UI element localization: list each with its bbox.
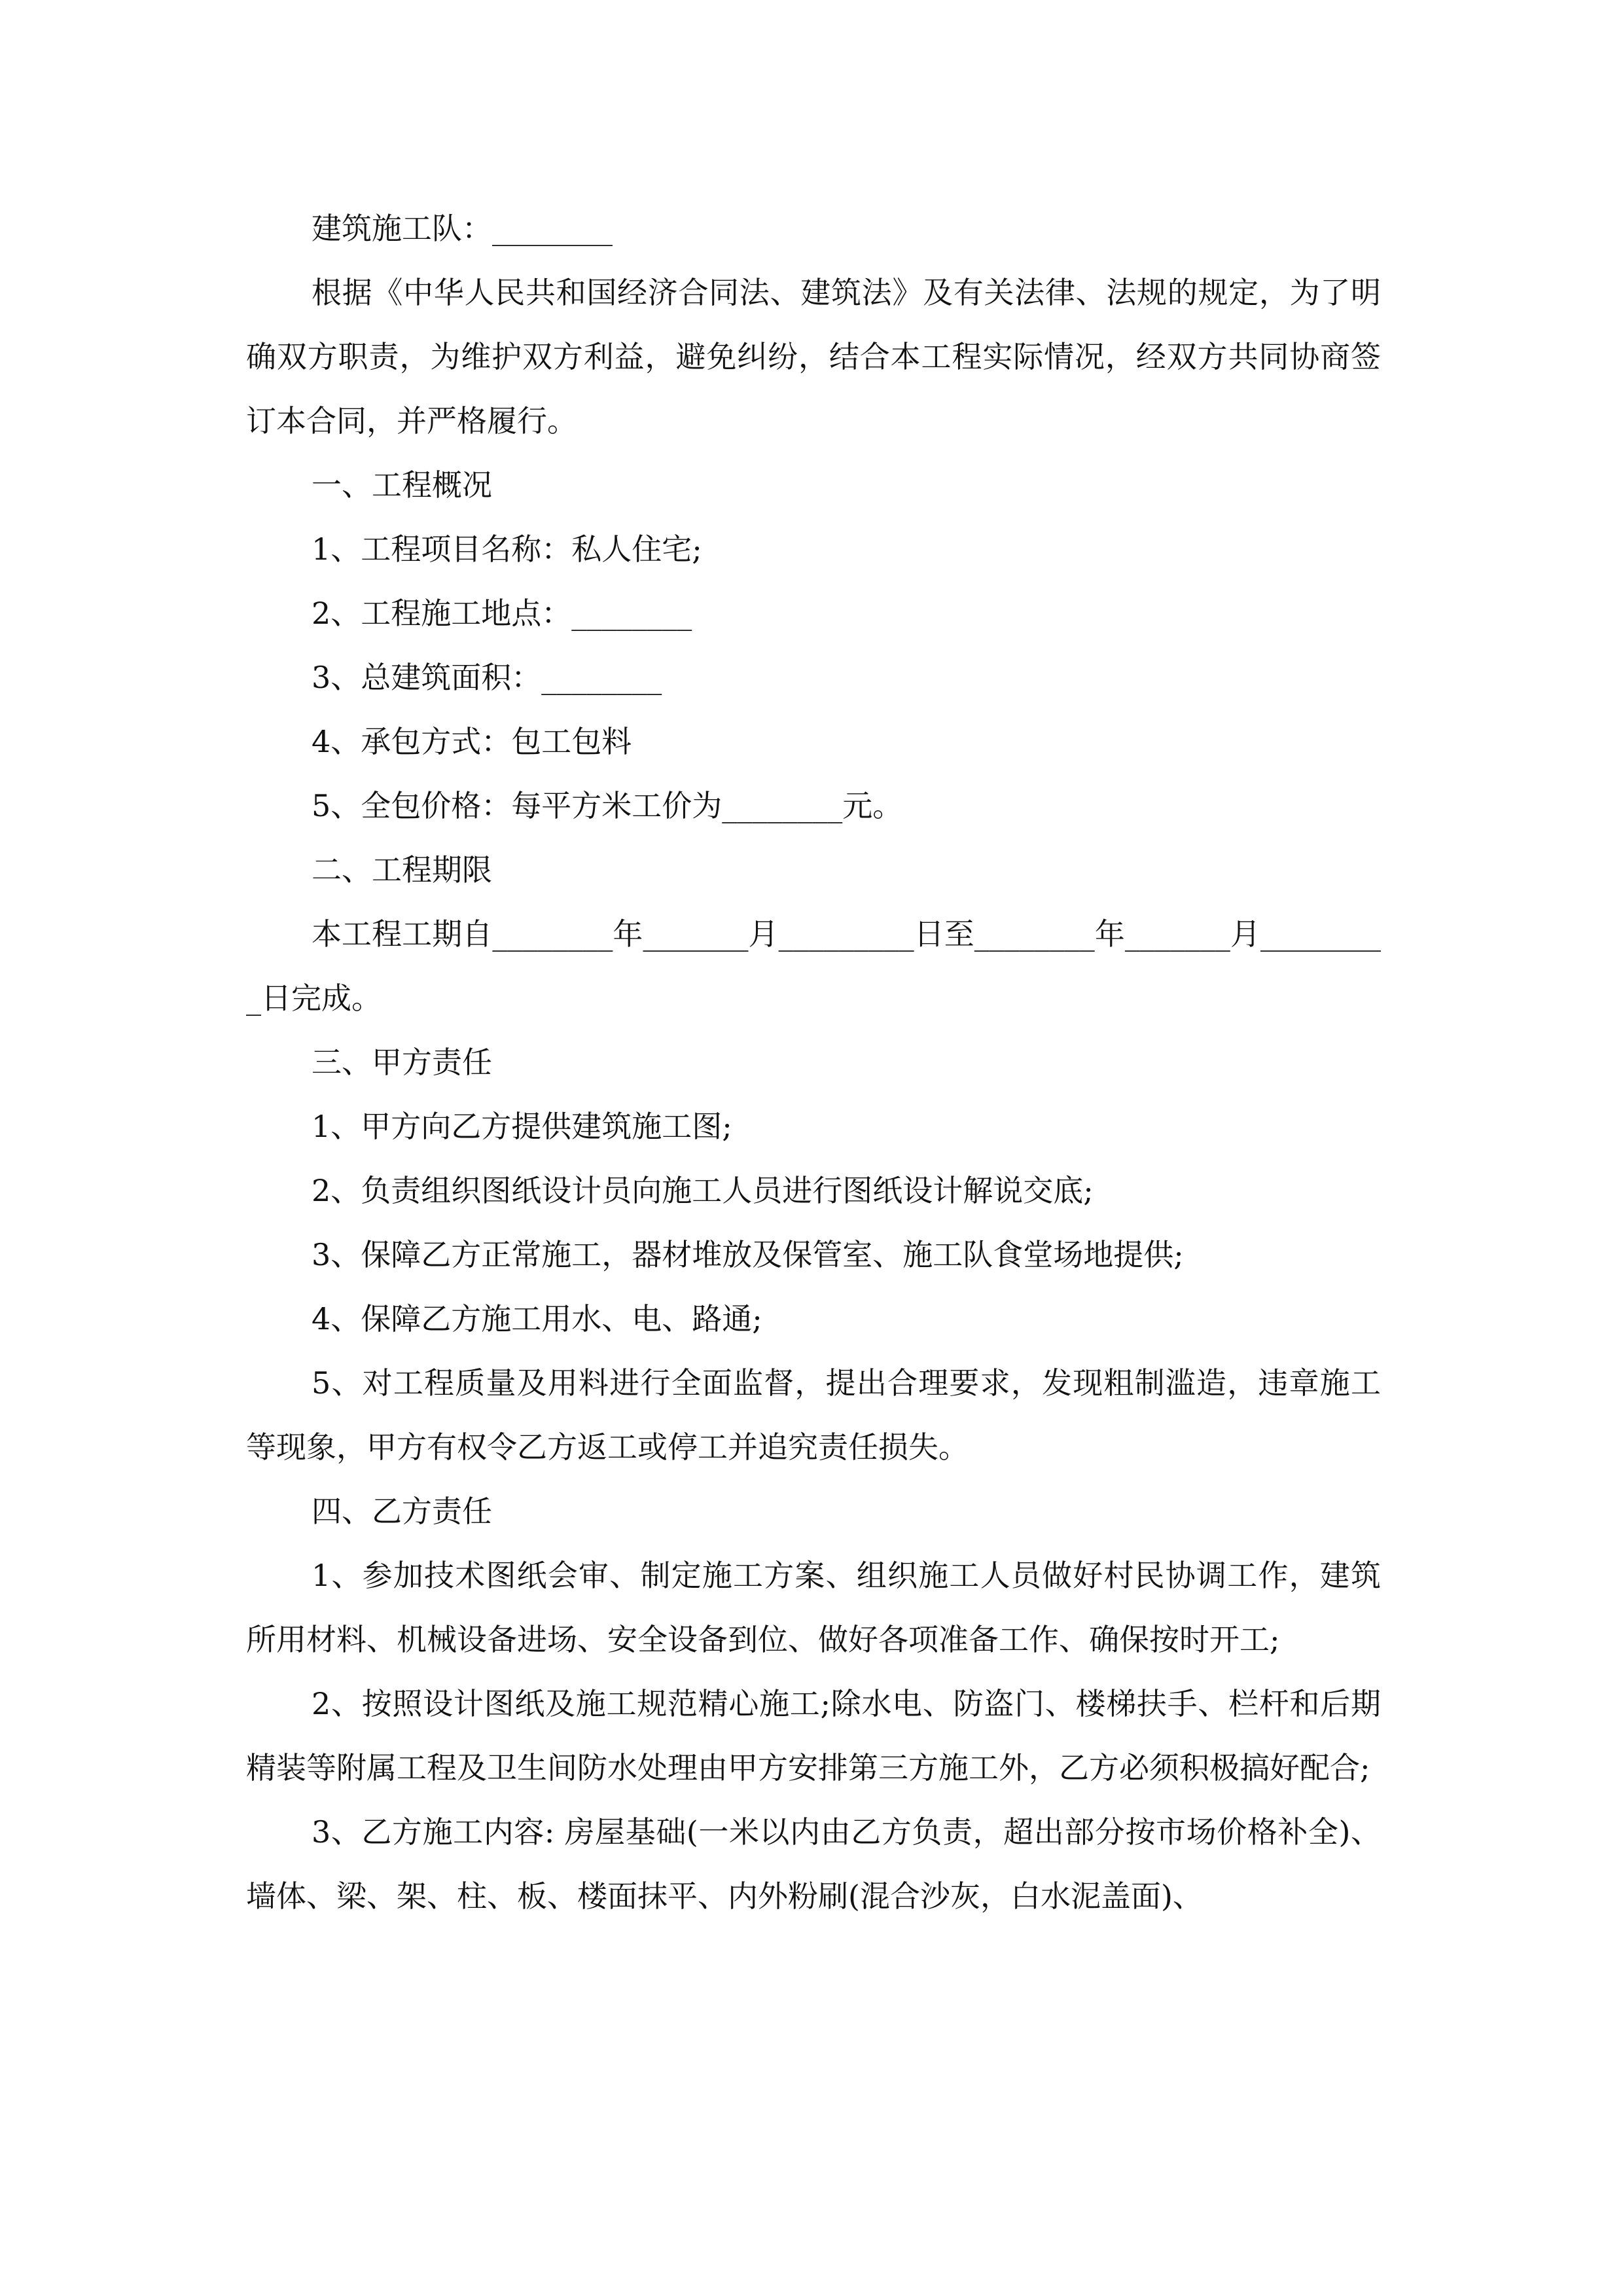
party-b-item-3: 3、乙方施工内容: 房屋基础(一米以内由乙方负责，超出部分按市场价格补全)、墙体、梁、架、柱、板、楼面抹平、内外粉刷(混合沙灰，白水泥盖面)、 — [246, 1814, 1381, 1914]
party-a-item-1: 1、甲方向乙方提供建筑施工图; — [312, 1109, 732, 1144]
overview-item-location: 2、工程施工地点：________ — [312, 596, 692, 631]
party-a-item-5: 5、对工程质量及用料进行全面监督，提出合理要求，发现粗制滥造，违章施工等现象，甲方有权令乙方返工或停工并追究责任损失。 — [246, 1365, 1381, 1465]
party-b-item-2: 2、按照设计图纸及施工规范精心施工;除水电、防盗门、楼梯扶手、栏杆和后期精装等附属工程及卫生间防水处理由甲方安排第三方施工外，乙方必须积极搞好配合; — [246, 1686, 1381, 1785]
section-heading-party-a: 三、甲方责任 — [312, 1045, 492, 1080]
overview-item-project-name: 1、工程项目名称：私人住宅; — [312, 531, 702, 567]
section-heading-party-b: 四、乙方责任 — [312, 1494, 492, 1529]
section-heading-duration: 二、工程期限 — [312, 852, 492, 888]
duration-paragraph: 本工程工期自________年_______月_________日至________年_______月_________日完成。 — [246, 916, 1381, 1016]
overview-item-area: 3、总建筑面积：________ — [312, 660, 662, 695]
party-a-item-4: 4、保障乙方施工用水、电、路通; — [312, 1301, 762, 1336]
section-heading-overview: 一、工程概况 — [312, 467, 492, 503]
party-a-item-3: 3、保障乙方正常施工，器材堆放及保管室、施工队食堂场地提供; — [312, 1237, 1184, 1272]
contract-body — [246, 196, 1381, 1928]
overview-item-contract-method: 4、承包方式：包工包料 — [312, 724, 632, 759]
contractor-line: 建筑施工队：________ — [312, 211, 613, 246]
overview-item-price: 5、全包价格：每平方米工价为________元。 — [312, 788, 903, 823]
party-a-item-2: 2、负责组织图纸设计员向施工人员进行图纸设计解说交底; — [312, 1173, 1094, 1208]
preamble-paragraph: 根据《中华人民共和国经济合同法、建筑法》及有关法律、法规的规定，为了明确双方职责，为维护双方利益，避免纠纷，结合本工程实际情况，经双方共同协商签订本合同，并严格履行。 — [246, 275, 1381, 439]
party-b-item-1: 1、参加技术图纸会审、制定施工方案、组织施工人员做好村民协调工作，建筑所用材料、机械设备进场、安全设备到位、做好各项准备工作、确保按时开工; — [246, 1558, 1381, 1657]
